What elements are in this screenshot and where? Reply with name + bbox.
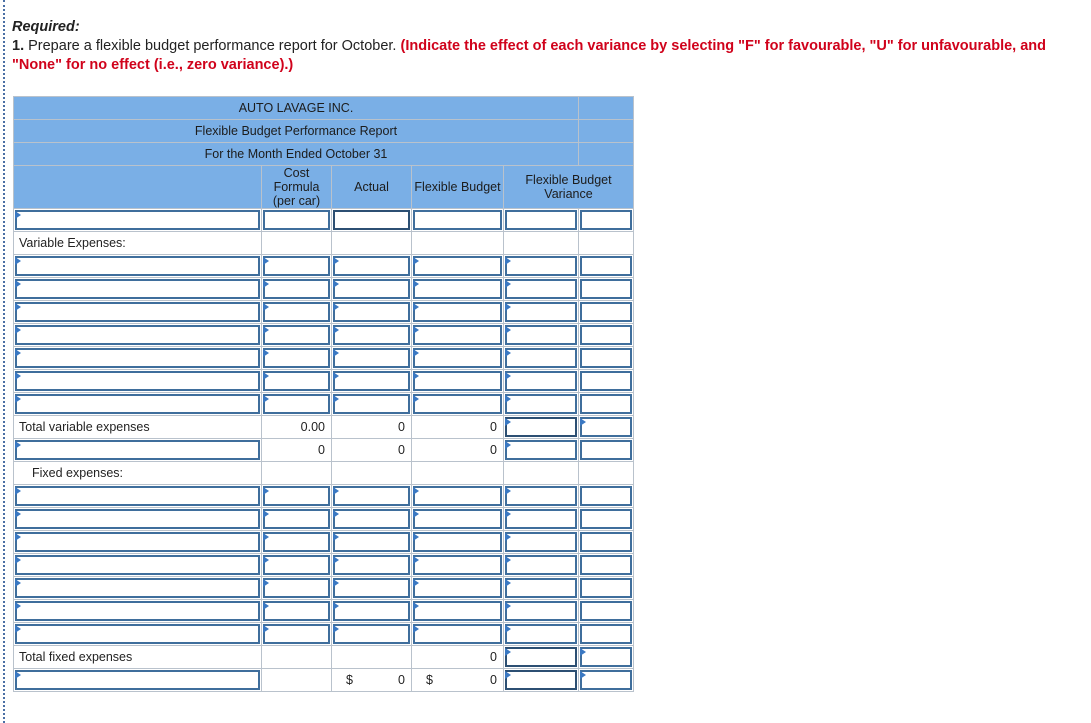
variable-expense-formula-input[interactable] — [262, 324, 332, 347]
fixed-expense-budget-input[interactable] — [412, 577, 504, 600]
dropdown-arrow-icon[interactable] — [263, 326, 269, 334]
fixed-expense-effect-select[interactable] — [579, 554, 634, 577]
fixed-expenses-heading-row — [14, 462, 634, 485]
performance-report-table — [13, 96, 634, 692]
total-fixed-label: Total fixed expenses — [14, 646, 262, 669]
dropdown-arrow-icon[interactable] — [413, 303, 419, 311]
dropdown-arrow-icon[interactable] — [15, 326, 21, 334]
variance-instruction: (Indicate the effect of each variance by selecting "F" for favourable, "U" for unfavourable, and "None" for no effect (i.e., zero variance).) — [12, 38, 1047, 73]
dropdown-arrow-icon[interactable] — [333, 303, 339, 311]
dropdown-arrow-icon[interactable] — [15, 510, 21, 518]
dropdown-arrow-icon[interactable] — [413, 487, 419, 495]
dropdown-arrow-icon[interactable] — [413, 579, 419, 587]
variable-expense-formula-input[interactable] — [262, 393, 332, 416]
contribution-budget: 0 — [412, 439, 504, 462]
net-income-actual: 0 — [398, 673, 405, 687]
dropdown-arrow-icon[interactable] — [15, 671, 21, 679]
variable-expense-row — [14, 324, 634, 347]
instruction-text — [12, 37, 1072, 75]
fixed-expense-row — [14, 531, 634, 554]
variable-expenses-label: Variable Expenses: — [14, 232, 262, 255]
dropdown-arrow-icon[interactable] — [263, 579, 269, 587]
dropdown-arrow-icon[interactable] — [333, 533, 339, 541]
fixed-expense-formula-input[interactable] — [262, 508, 332, 531]
fixed-expense-label-select[interactable] — [14, 554, 262, 577]
fixed-expense-variance-input[interactable] — [504, 600, 579, 623]
fixed-expense-budget-input[interactable] — [412, 600, 504, 623]
dropdown-arrow-icon[interactable] — [413, 510, 419, 518]
col-header-cost-formula: Cost Formula (per car) — [262, 166, 332, 209]
variable-expense-row — [14, 278, 634, 301]
fixed-expense-formula-input[interactable] — [262, 485, 332, 508]
variable-expense-variance-input[interactable] — [504, 324, 579, 347]
variable-expense-budget-input[interactable] — [412, 278, 504, 301]
dropdown-arrow-icon[interactable] — [15, 625, 21, 633]
variable-expense-row — [14, 347, 634, 370]
fixed-expense-label-select[interactable] — [14, 600, 262, 623]
dropdown-arrow-icon[interactable] — [505, 303, 511, 311]
contribution-variance-input[interactable] — [504, 439, 579, 462]
dropdown-arrow-icon[interactable] — [413, 257, 419, 265]
variable-expense-actual-input[interactable] — [332, 393, 412, 416]
dropdown-arrow-icon[interactable] — [333, 326, 339, 334]
net-income-variance-input[interactable] — [504, 669, 579, 692]
fixed-expense-effect-select[interactable] — [579, 600, 634, 623]
dropdown-arrow-icon[interactable] — [15, 280, 21, 288]
dropdown-arrow-icon[interactable] — [333, 280, 339, 288]
variable-expense-effect-select[interactable] — [579, 324, 634, 347]
variable-expense-actual-input[interactable] — [332, 324, 412, 347]
fixed-expense-actual-input[interactable] — [332, 485, 412, 508]
variable-expense-effect-select[interactable] — [579, 393, 634, 416]
dropdown-arrow-icon[interactable] — [505, 349, 511, 357]
variable-expense-variance-input[interactable] — [504, 255, 579, 278]
contribution-effect-select[interactable] — [579, 439, 634, 462]
total-variable-budget: 0 — [412, 416, 504, 439]
dropdown-arrow-icon[interactable] — [263, 556, 269, 564]
variable-expense-label-select[interactable] — [14, 278, 262, 301]
dropdown-arrow-icon[interactable] — [505, 510, 511, 518]
dropdown-arrow-icon[interactable] — [505, 395, 511, 403]
dropdown-arrow-icon[interactable] — [505, 257, 511, 265]
variable-expense-formula-input[interactable] — [262, 255, 332, 278]
variable-expense-actual-input[interactable] — [332, 347, 412, 370]
header-spacer — [579, 97, 634, 120]
dropdown-arrow-icon[interactable] — [333, 487, 339, 495]
dropdown-arrow-icon[interactable] — [333, 349, 339, 357]
variable-expense-effect-select[interactable] — [579, 347, 634, 370]
fixed-expense-row — [14, 485, 634, 508]
total-variable-actual: 0 — [332, 416, 412, 439]
dropdown-arrow-icon[interactable] — [505, 487, 511, 495]
dropdown-arrow-icon[interactable] — [505, 648, 511, 656]
variable-expense-budget-input[interactable] — [412, 370, 504, 393]
col-header-flexible-budget: Flexible Budget — [412, 166, 504, 209]
variable-expense-effect-select[interactable] — [579, 278, 634, 301]
fixed-expense-budget-input[interactable] — [412, 485, 504, 508]
dropdown-arrow-icon[interactable] — [15, 487, 21, 495]
dropdown-arrow-icon[interactable] — [15, 533, 21, 541]
left-dotted-rule — [3, 0, 5, 723]
activity-actual-input[interactable] — [332, 209, 412, 232]
variable-expense-budget-input[interactable] — [412, 393, 504, 416]
fixed-expense-budget-input[interactable] — [412, 508, 504, 531]
net-income-actual-cell — [332, 669, 412, 692]
dropdown-arrow-icon[interactable] — [263, 395, 269, 403]
dropdown-arrow-icon[interactable] — [505, 556, 511, 564]
dropdown-arrow-icon[interactable] — [333, 602, 339, 610]
contribution-formula: 0 — [262, 439, 332, 462]
fixed-expense-variance-input[interactable] — [504, 531, 579, 554]
dropdown-arrow-icon[interactable] — [505, 533, 511, 541]
total-variable-variance-input[interactable] — [504, 416, 579, 439]
dropdown-arrow-icon[interactable] — [15, 579, 21, 587]
variable-expense-rows — [14, 255, 634, 416]
fixed-expense-actual-input[interactable] — [332, 623, 412, 646]
activity-formula-input[interactable] — [262, 209, 332, 232]
dropdown-arrow-icon[interactable] — [263, 303, 269, 311]
total-variable-formula: 0.00 — [262, 416, 332, 439]
dropdown-arrow-icon[interactable] — [505, 671, 511, 679]
variable-expense-effect-select[interactable] — [579, 301, 634, 324]
activity-budget-input[interactable] — [412, 209, 504, 232]
dropdown-arrow-icon[interactable] — [333, 395, 339, 403]
variable-expense-effect-select[interactable] — [579, 370, 634, 393]
contribution-label-select[interactable] — [14, 439, 262, 462]
variable-expense-label-select[interactable] — [14, 370, 262, 393]
dropdown-arrow-icon[interactable] — [413, 372, 419, 380]
fixed-expense-row — [14, 577, 634, 600]
dropdown-arrow-icon[interactable] — [15, 257, 21, 265]
dropdown-arrow-icon[interactable] — [505, 602, 511, 610]
variable-expense-row — [14, 255, 634, 278]
fixed-expense-variance-input[interactable] — [504, 508, 579, 531]
dropdown-arrow-icon[interactable] — [15, 602, 21, 610]
dropdown-arrow-icon[interactable] — [333, 257, 339, 265]
fixed-expense-variance-input[interactable] — [504, 485, 579, 508]
prompt-text: Prepare a flexible budget performance report for October. — [24, 38, 401, 54]
dropdown-arrow-icon[interactable] — [333, 556, 339, 564]
required-heading: Required: — [12, 19, 80, 35]
dropdown-arrow-icon[interactable] — [15, 556, 21, 564]
variable-expense-label-select[interactable] — [14, 347, 262, 370]
dropdown-arrow-icon[interactable] — [580, 418, 586, 426]
fixed-expense-label-select[interactable] — [14, 623, 262, 646]
activity-variance-input[interactable] — [504, 209, 579, 232]
col-header-actual: Actual — [332, 166, 412, 209]
fixed-expense-formula-input[interactable] — [262, 531, 332, 554]
fixed-expense-budget-input[interactable] — [412, 623, 504, 646]
contribution-actual: 0 — [332, 439, 412, 462]
variable-expense-variance-input[interactable] — [504, 301, 579, 324]
dropdown-arrow-icon[interactable] — [333, 625, 339, 633]
fixed-expense-budget-input[interactable] — [412, 554, 504, 577]
fixed-expense-effect-select[interactable] — [579, 531, 634, 554]
dropdown-arrow-icon[interactable] — [263, 280, 269, 288]
company-name: AUTO LAVAGE INC. — [14, 97, 579, 120]
dropdown-arrow-icon[interactable] — [413, 533, 419, 541]
fixed-expense-formula-input[interactable] — [262, 577, 332, 600]
dropdown-arrow-icon[interactable] — [263, 510, 269, 518]
fixed-expenses-label: Fixed expenses: — [14, 462, 262, 485]
variable-expense-formula-input[interactable] — [262, 370, 332, 393]
dropdown-arrow-icon[interactable] — [580, 648, 586, 656]
variable-expense-label-select[interactable] — [14, 255, 262, 278]
fixed-expense-row — [14, 554, 634, 577]
currency-symbol: $ — [346, 673, 353, 687]
instructions — [12, 18, 1072, 75]
step-number: 1. — [12, 38, 25, 54]
total-fixed-row — [14, 646, 634, 669]
dropdown-arrow-icon[interactable] — [505, 441, 511, 449]
variable-expense-row — [14, 393, 634, 416]
fixed-expense-actual-input[interactable] — [332, 531, 412, 554]
net-income-effect-select[interactable] — [579, 669, 634, 692]
fixed-expense-formula-input[interactable] — [262, 554, 332, 577]
activity-label-cell[interactable] — [14, 209, 262, 232]
variable-expense-variance-input[interactable] — [504, 370, 579, 393]
variable-expense-variance-input[interactable] — [504, 278, 579, 301]
variable-expense-actual-input[interactable] — [332, 255, 412, 278]
currency-symbol: $ — [426, 673, 433, 687]
variable-expense-row — [14, 301, 634, 324]
contribution-row — [14, 439, 634, 462]
variable-expense-label-select[interactable] — [14, 324, 262, 347]
dropdown-arrow-icon[interactable] — [263, 487, 269, 495]
total-fixed-actual: 0 — [412, 646, 504, 669]
fixed-expense-effect-select[interactable] — [579, 577, 634, 600]
dropdown-arrow-icon[interactable] — [263, 257, 269, 265]
dropdown-arrow-icon[interactable] — [413, 326, 419, 334]
dropdown-arrow-icon[interactable] — [413, 556, 419, 564]
header-spacer — [579, 120, 634, 143]
variable-expense-budget-input[interactable] — [412, 301, 504, 324]
fixed-expense-row — [14, 623, 634, 646]
dropdown-arrow-icon[interactable] — [263, 602, 269, 610]
fixed-expense-variance-input[interactable] — [504, 623, 579, 646]
variable-expense-formula-input[interactable] — [262, 347, 332, 370]
fixed-expense-effect-select[interactable] — [579, 485, 634, 508]
variable-expense-formula-input[interactable] — [262, 278, 332, 301]
fixed-expense-formula-input[interactable] — [262, 623, 332, 646]
dropdown-arrow-icon[interactable] — [505, 280, 511, 288]
variable-expense-budget-input[interactable] — [412, 255, 504, 278]
fixed-expense-actual-input[interactable] — [332, 508, 412, 531]
total-variable-row — [14, 416, 634, 439]
dropdown-arrow-icon[interactable] — [15, 349, 21, 357]
fixed-expense-row — [14, 600, 634, 623]
variable-expense-variance-input[interactable] — [504, 347, 579, 370]
dropdown-arrow-icon[interactable] — [413, 395, 419, 403]
fixed-expense-label-select[interactable] — [14, 508, 262, 531]
fixed-expense-label-select[interactable] — [14, 531, 262, 554]
dropdown-arrow-icon[interactable] — [505, 372, 511, 380]
dropdown-arrow-icon[interactable] — [333, 579, 339, 587]
variable-expense-actual-input[interactable] — [332, 278, 412, 301]
fixed-expense-actual-input[interactable] — [332, 600, 412, 623]
variable-expense-budget-input[interactable] — [412, 324, 504, 347]
variable-expenses-heading-row — [14, 232, 634, 255]
variable-expense-actual-input[interactable] — [332, 301, 412, 324]
dropdown-arrow-icon[interactable] — [15, 395, 21, 403]
activity-input-row — [14, 209, 634, 232]
dropdown-arrow-icon[interactable] — [15, 303, 21, 311]
report-title: Flexible Budget Performance Report — [14, 120, 579, 143]
variable-expense-variance-input[interactable] — [504, 393, 579, 416]
col-header-blank — [14, 166, 262, 209]
fixed-expense-formula-input[interactable] — [262, 600, 332, 623]
fixed-expense-label-select[interactable] — [14, 485, 262, 508]
fixed-expense-variance-input[interactable] — [504, 577, 579, 600]
total-fixed-effect-select[interactable] — [579, 646, 634, 669]
dropdown-arrow-icon[interactable] — [333, 372, 339, 380]
fixed-expense-variance-input[interactable] — [504, 554, 579, 577]
dropdown-arrow-icon[interactable] — [15, 372, 21, 380]
dropdown-arrow-icon[interactable] — [15, 441, 21, 449]
col-header-variance: Flexible Budget Variance — [504, 166, 634, 209]
fixed-expense-rows — [14, 485, 634, 646]
net-income-budget: 0 — [490, 673, 497, 687]
variable-expense-budget-input[interactable] — [412, 347, 504, 370]
net-income-budget-cell — [412, 669, 504, 692]
dropdown-arrow-icon[interactable] — [413, 280, 419, 288]
dropdown-arrow-icon[interactable] — [505, 579, 511, 587]
dropdown-arrow-icon[interactable] — [15, 211, 21, 219]
total-fixed-variance-input[interactable] — [504, 646, 579, 669]
total-variable-effect-select[interactable] — [579, 416, 634, 439]
dropdown-arrow-icon[interactable] — [263, 625, 269, 633]
dropdown-arrow-icon[interactable] — [505, 418, 511, 426]
report-period: For the Month Ended October 31 — [14, 143, 579, 166]
dropdown-arrow-icon[interactable] — [580, 671, 586, 679]
fixed-expense-effect-select[interactable] — [579, 623, 634, 646]
dropdown-arrow-icon[interactable] — [505, 625, 511, 633]
fixed-expense-effect-select[interactable] — [579, 508, 634, 531]
net-income-label-select[interactable] — [14, 669, 262, 692]
header-spacer — [579, 143, 634, 166]
fixed-expense-row — [14, 508, 634, 531]
dropdown-arrow-icon[interactable] — [263, 349, 269, 357]
fixed-expense-budget-input[interactable] — [412, 531, 504, 554]
dropdown-arrow-icon[interactable] — [263, 533, 269, 541]
total-variable-label: Total variable expenses — [14, 416, 262, 439]
dropdown-arrow-icon[interactable] — [263, 372, 269, 380]
variable-expense-effect-select[interactable] — [579, 255, 634, 278]
fixed-expense-actual-input[interactable] — [332, 577, 412, 600]
activity-effect-select[interactable] — [579, 209, 634, 232]
variable-expense-formula-input[interactable] — [262, 301, 332, 324]
variable-expense-actual-input[interactable] — [332, 370, 412, 393]
dropdown-arrow-icon[interactable] — [413, 625, 419, 633]
fixed-expense-label-select[interactable] — [14, 577, 262, 600]
net-operating-income-row — [14, 669, 634, 692]
variable-expense-row — [14, 370, 634, 393]
dropdown-arrow-icon[interactable] — [333, 510, 339, 518]
dropdown-arrow-icon[interactable] — [413, 349, 419, 357]
dropdown-arrow-icon[interactable] — [505, 326, 511, 334]
variable-expense-label-select[interactable] — [14, 301, 262, 324]
dropdown-arrow-icon[interactable] — [413, 602, 419, 610]
variable-expense-label-select[interactable] — [14, 393, 262, 416]
fixed-expense-actual-input[interactable] — [332, 554, 412, 577]
